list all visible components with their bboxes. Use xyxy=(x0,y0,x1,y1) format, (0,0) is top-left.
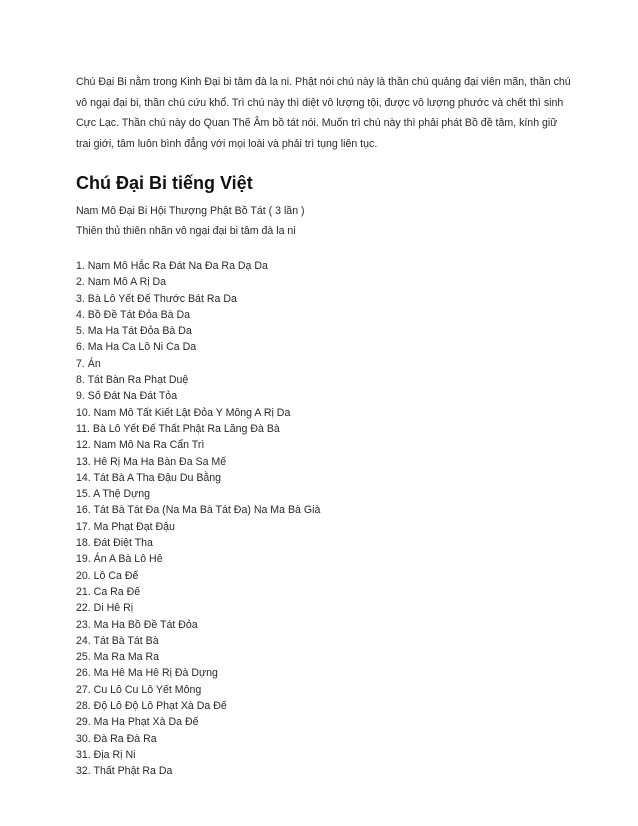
document-page xyxy=(76,72,576,780)
verse-list xyxy=(76,258,576,780)
verse-item: 15. A Thệ Dựng xyxy=(76,488,151,501)
verse-item: 8. Tát Bàn Ra Phạt Duệ xyxy=(76,374,189,387)
invocation-line: Nam Mô Đại Bi Hội Thượng Phật Bồ Tát ( 3 lần ) xyxy=(76,205,305,217)
verse-item: 17. Ma Phạt Đạt Đậu xyxy=(76,520,175,533)
verse-item: 24. Tát Bà Tát Bà xyxy=(76,634,159,647)
verse-item: 6. Ma Ha Ca Lô Ni Ca Da xyxy=(76,341,197,354)
verse-item: 22. Di Hê Rị xyxy=(76,602,134,615)
verse-item: 19. Án A Bà Lô Hê xyxy=(76,553,163,566)
verse-item: 27. Cu Lô Cu Lô Yết Mông xyxy=(76,683,202,696)
verse-item: 11. Bà Lô Yết Đế Thất Phật Ra Lăng Đà Bà xyxy=(76,422,280,435)
verse-item: 4. Bồ Đề Tát Đỏa Bà Da xyxy=(76,308,191,321)
verse-item: 29. Ma Ha Phạt Xà Da Đế xyxy=(76,716,199,729)
section-heading: Chú Đại Bi tiếng Việt xyxy=(76,173,253,193)
verse-item: 18. Đát Điệt Tha xyxy=(76,537,153,550)
verse-item: 23. Ma Ha Bồ Đề Tát Đỏa xyxy=(76,618,198,631)
verse-item: 14. Tát Bà A Tha Đậu Du Bằng xyxy=(76,471,222,484)
verse-item: 3. Bà Lô Yết Đế Thước Bát Ra Da xyxy=(76,292,237,305)
verse-item: 7. Án xyxy=(76,357,101,370)
verse-item: 25. Ma Ra Ma Ra xyxy=(76,651,160,664)
verse-item: 32. Thất Phật Ra Da xyxy=(76,765,173,778)
verse-item: 31. Địa Rị Ni xyxy=(76,748,136,761)
intro-line: Cực Lạc. Thần chú này do Quan Thế Âm bồ tát nói. Muốn trì chú này thì phải phát Bồ đề tâm, kính giữ xyxy=(76,117,558,129)
invocation xyxy=(76,202,576,241)
verse-item: 9. Số Đát Na Đát Tỏa xyxy=(76,390,178,403)
verse-item: 12. Nam Mô Na Ra Cẩn Trì xyxy=(76,439,205,452)
verse-item: 26. Ma Hê Ma Hê Rị Đà Dựng xyxy=(76,667,218,680)
verse-item: 30. Đà Ra Đà Ra xyxy=(76,732,157,745)
verse-item: 5. Ma Ha Tát Đỏa Bà Da xyxy=(76,325,192,338)
invocation-line: Thiên thủ thiên nhãn vô ngại đại bi tâm đà la ni xyxy=(76,224,296,237)
intro-line: Chú Đại Bi nằm trong Kinh Đại bi tâm đà la ni. Phật nói chú này là thần chú quảng đại viên mãn, thần chú xyxy=(76,76,571,88)
verse-item: 2. Nam Mô A Rị Da xyxy=(76,276,167,289)
intro-paragraph xyxy=(76,72,576,154)
intro-line: trai giới, tâm luôn bình đẳng với mọi loài và phải trì tụng liên tục. xyxy=(76,137,378,150)
verse-item: 1. Nam Mô Hắc Ra Đát Na Đa Ra Dạ Da xyxy=(76,260,268,272)
intro-line: vô ngại đại bi, thần chú cứu khổ. Trì chú này thì diệt vô lượng tội, được vô lượng phước và chết thì sinh xyxy=(76,96,564,109)
verse-item: 16. Tát Bà Tát Đa (Na Ma Bà Tát Đa) Na Ma Bà Già xyxy=(76,504,321,517)
verse-item: 13. Hê Rị Ma Ha Bàn Đa Sa Mế xyxy=(76,455,227,468)
verse-item: 10. Nam Mô Tất Kiết Lật Đỏa Y Mông A Rị Da xyxy=(76,406,291,419)
verse-item: 20. Lô Ca Đế xyxy=(76,569,139,582)
verse-item: 21. Ca Ra Đế xyxy=(76,585,141,598)
verse-item: 28. Độ Lô Độ Lô Phạt Xà Da Đế xyxy=(76,700,227,713)
